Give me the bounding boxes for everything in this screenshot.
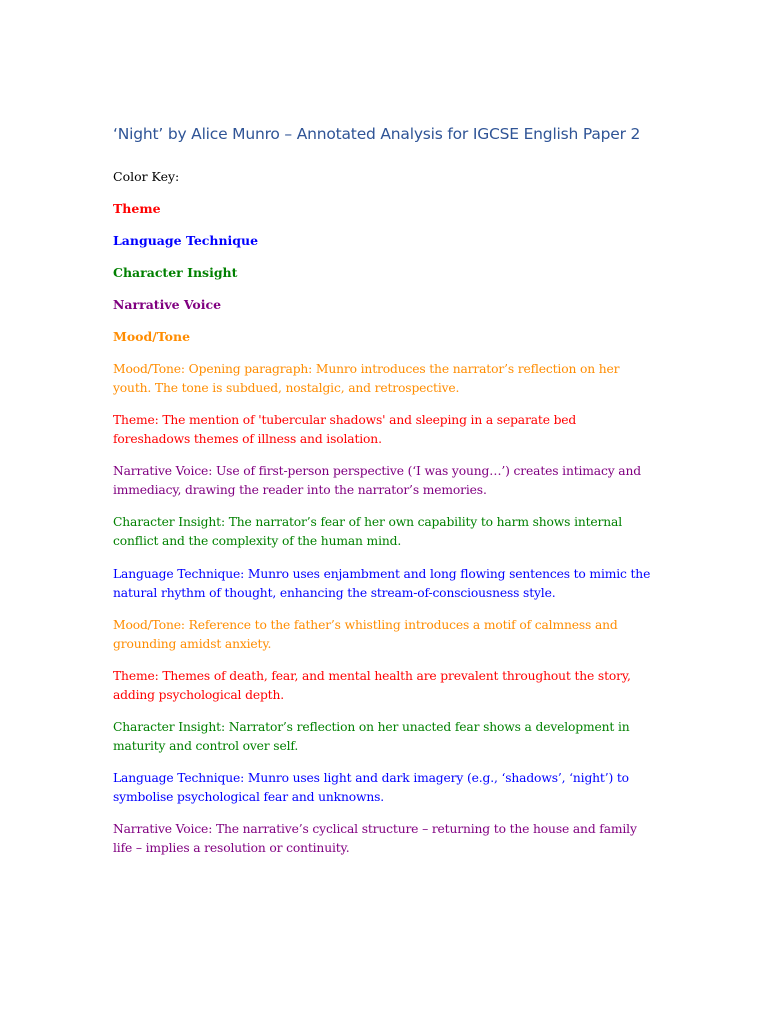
annotation-language-technique: Language Technique: Munro uses light and dark imagery (e.g., ‘shadows’, ‘night’) to symbolise psychological fear and unknowns.	[113, 771, 629, 804]
annotation-mood-tone: Mood/Tone: Reference to the father’s whistling introduces a motif of calmness and grounding amidst anxiety.	[113, 618, 618, 651]
annotation-character-insight: Character Insight: The narrator’s fear of her own capability to harm shows internal conflict and the complexity of the human mind.	[113, 515, 623, 548]
color-key-theme: Theme	[113, 201, 161, 216]
color-key-narrative-voice: Narrative Voice	[113, 297, 222, 312]
annotation-theme: Theme: The mention of 'tubercular shadows' and sleeping in a separate bed foreshadows themes of illness and isolation.	[113, 413, 577, 446]
annotation-narrative-voice: Narrative Voice: The narrative’s cyclical structure – returning to the house and family life – implies a resolution or continuity.	[113, 822, 637, 855]
annotation-narrative-voice: Narrative Voice: Use of first-person perspective (‘I was young…’) creates intimacy and immediacy, drawing the reader into the narrator’s memories.	[113, 464, 641, 497]
color-key-label: Color Key:	[113, 169, 180, 184]
annotation-theme: Theme: Themes of death, fear, and mental health are prevalent throughout the story, adding psychological depth.	[113, 669, 631, 702]
annotation-language-technique: Language Technique: Munro uses enjambment and long flowing sentences to mimic the natural rhythm of thought, enhancing the stream-of-consciousness style.	[113, 567, 651, 600]
color-key-language-technique: Language Technique	[113, 233, 259, 248]
annotation-mood-tone: Mood/Tone: Opening paragraph: Munro introduces the narrator’s reflection on her youth. The tone is subdued, nostalgic, and retrospective.	[113, 362, 620, 395]
annotation-character-insight: Character Insight: Narrator’s reflection on her unacted fear shows a development in maturity and control over self.	[113, 720, 630, 753]
color-key-character-insight: Character Insight	[113, 265, 238, 280]
color-key-mood-tone: Mood/Tone	[113, 329, 191, 344]
document-title: ‘Night’ by Alice Munro – Annotated Analysis for IGCSE English Paper 2	[113, 125, 641, 143]
